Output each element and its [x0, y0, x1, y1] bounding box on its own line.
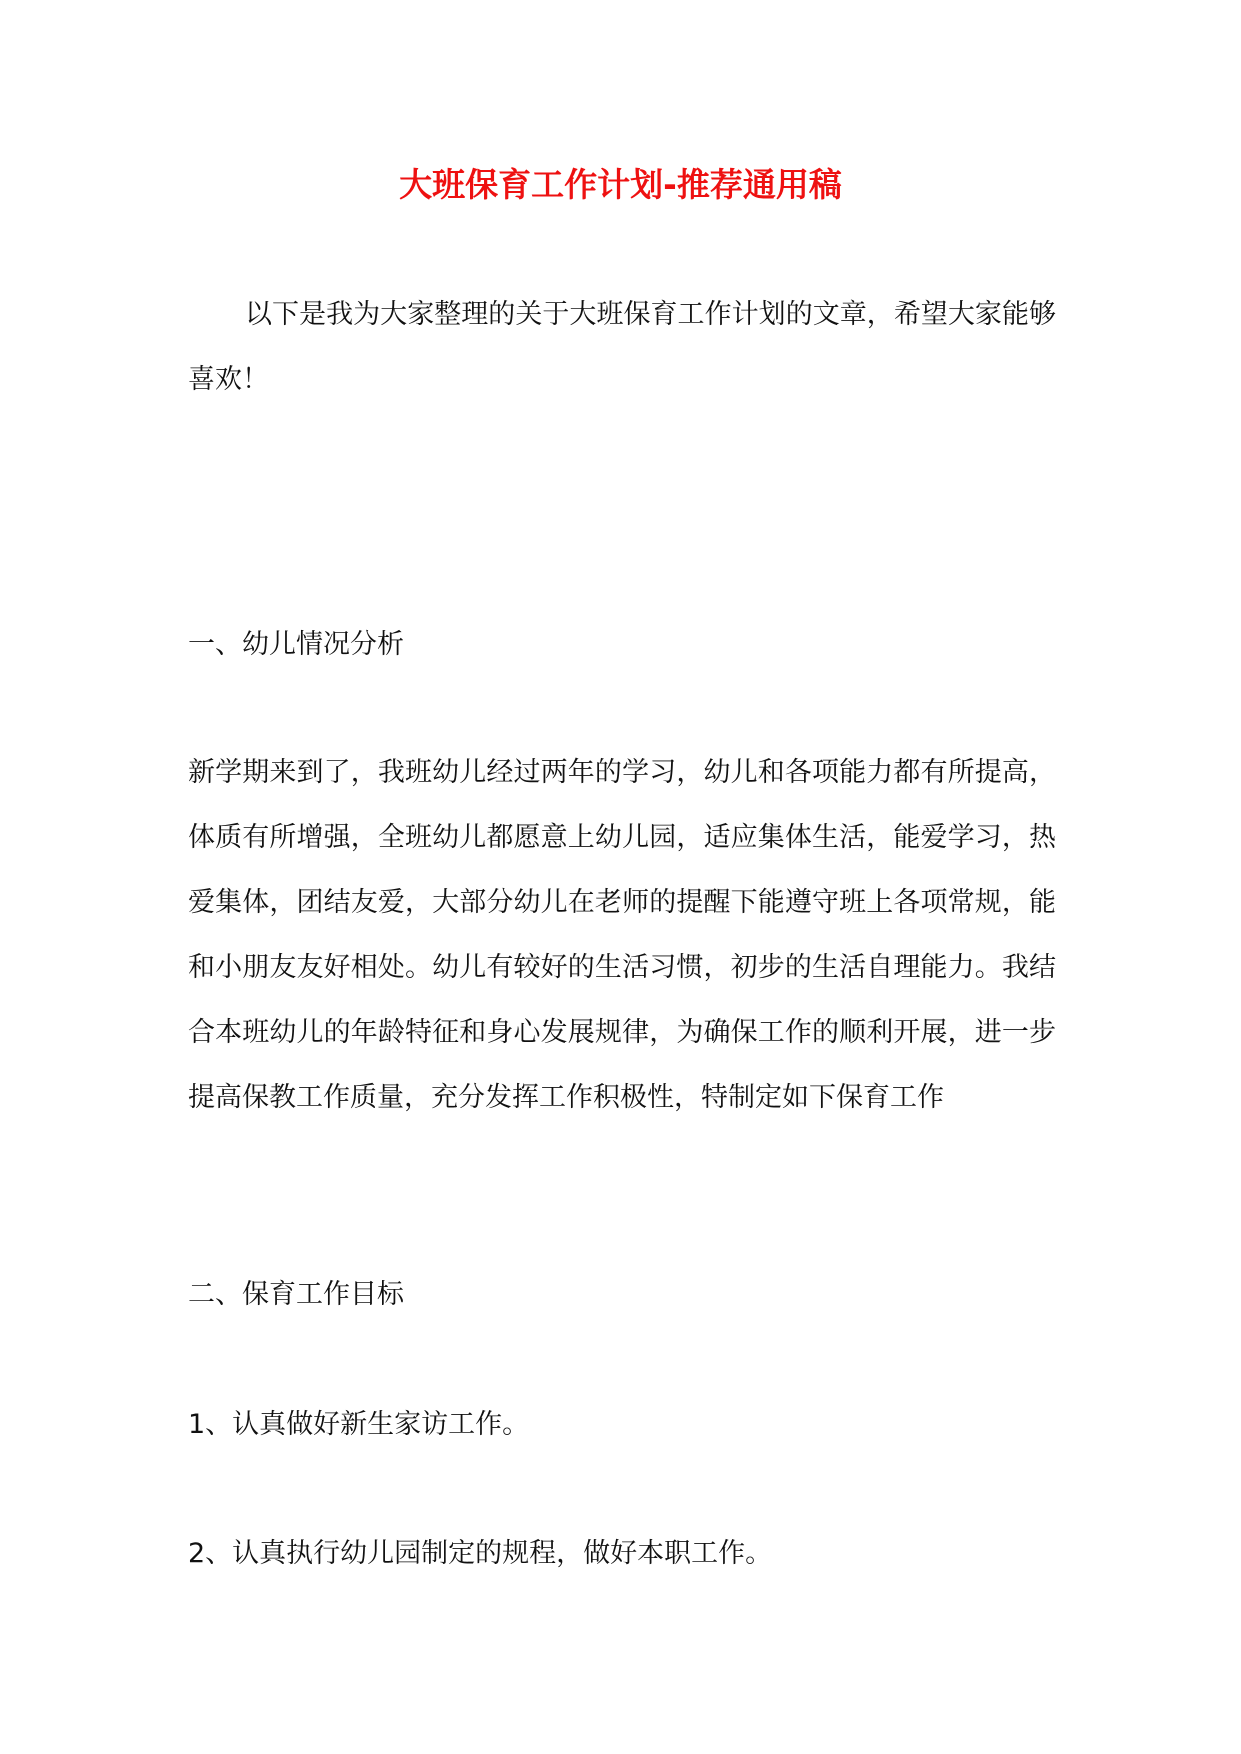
intro-paragraph: 以下是我为大家整理的关于大班保育工作计划的文章，希望大家能够喜欢！ [188, 299, 1056, 395]
list-item-1: 1、认真做好新生家访工作。 [188, 1409, 530, 1440]
list-item-2: 2、认真执行幼儿园制定的规程，做好本职工作。 [188, 1538, 773, 1569]
document-title: 大班保育工作计划-推荐通用稿 [399, 165, 842, 204]
section-heading-1: 一、幼儿情况分析 [188, 629, 404, 660]
section-heading-2: 二、保育工作目标 [188, 1279, 404, 1310]
section-paragraph-1: 新学期来到了，我班幼儿经过两年的学习，幼儿和各项能力都有所提高，体质有所增强，全班幼儿都愿意上幼儿园，适应集体生活，能爱学习，热爱集体，团结友爱，大部分幼儿在老师的提醒下能遵守班上各项常规，能和小朋友友好相处。幼儿有较好的生活习惯，初步的生活自理能力。我结合本班幼儿的年龄特征和身心发展规律，为确保工作的顺利开展，进一步提高保教工作质量，充分发挥工作积极性，特制定如下保育工作 [188, 757, 1056, 1113]
